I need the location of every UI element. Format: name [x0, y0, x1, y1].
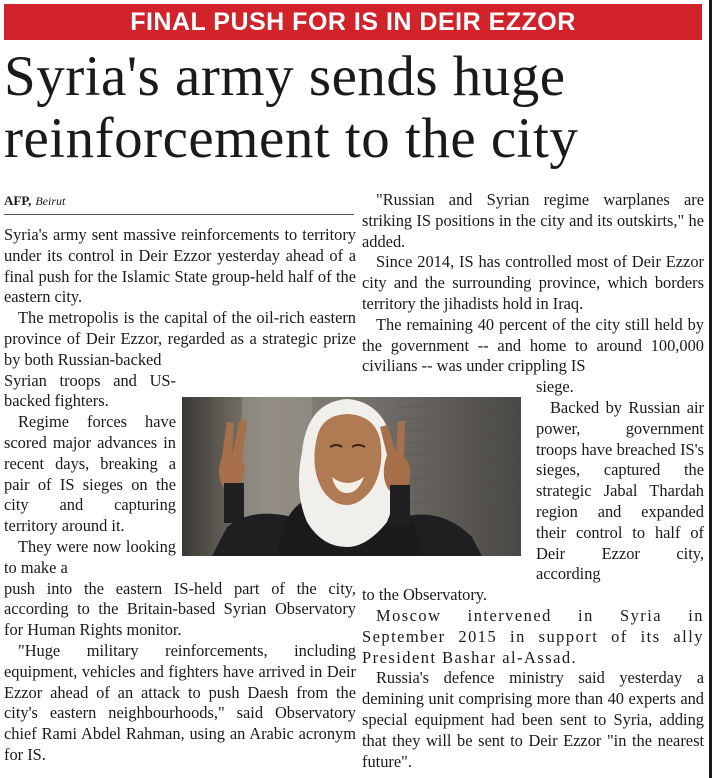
news-photo: [182, 397, 521, 556]
headline-line-2: reinforcement to the city: [4, 107, 579, 170]
page-edge-rule: [709, 0, 712, 778]
paragraph: Syrian troops and US-backed fighters.: [4, 370, 176, 411]
byline-divider: [4, 214, 354, 215]
paragraph: Backed by Russian air power, government troops have breached IS's sieges, captured the strategic Jabal Thardah region and expanded their control to half of Deir Ezzor city, according: [536, 397, 704, 584]
photo-woman-victory-sign: [182, 397, 521, 556]
wrapped-text-block: [4, 371, 176, 579]
headline-line-1: Syria's army sends huge: [4, 45, 566, 108]
kicker-banner: FINAL PUSH FOR IS IN DEIR EZZOR: [4, 4, 702, 40]
paragraph: Since 2014, IS has controlled most of Deir Ezzor city and the surrounding province, which borders territory the jihadists hold in Iraq.: [362, 252, 704, 313]
paragraph: push into the eastern IS-held part of the city, according to the Britain-based Syrian Observatory for Human Rights monitor.: [4, 578, 356, 640]
paragraph: They were now looking to make a: [4, 536, 176, 577]
paragraph: The remaining 40 percent of the city still held by the government -- and home to around 100,000 civilians -- was under crippling IS: [362, 314, 704, 376]
paragraph: Regime forces have scored major advances in recent days, breaking a pair of IS sieges on the city and capturing territory around it.: [4, 412, 176, 536]
paragraph: "Russian and Syrian regime warplanes are striking IS positions in the city and its outskirts," he added.: [362, 190, 704, 251]
paragraph: Russia's defence ministry said yesterday a demining unit comprising more than 40 experts and special equipment had been sent to Syria, adding that they will be sent to Deir Ezzor "in the nearest future".: [362, 668, 704, 771]
paragraph: Syria's army sent massive reinforcements to territory under its control in Deir Ezzor yesterday ahead of a final push for the Islamic State group-held half of the eastern city.: [4, 225, 356, 307]
byline-agency: AFP,: [4, 193, 32, 208]
paragraph: Moscow intervened in Syria in September 2015 in support of its ally President Bashar al-Assad.: [362, 605, 704, 667]
paragraph: to the Observatory.: [362, 585, 488, 605]
byline-place: Beirut: [35, 194, 66, 208]
paragraph: siege.: [536, 377, 574, 397]
paragraph: The metropolis is the capital of the oil-rich eastern province of Deir Ezzor, regarded as a strategic prize by both Russian-backed: [4, 308, 356, 369]
byline: [4, 192, 65, 211]
wrapped-text-block: [536, 377, 704, 585]
paragraph: "Huge military reinforcements, including equipment, vehicles and fighters have arrived in Deir Ezzor ahead of an attack to push Daesh from the city's eastern neighbourhoods," said Observatory chief Rami Abdel Rahman, using an Arabic acronym for IS.: [4, 640, 356, 764]
headline: [4, 46, 704, 170]
